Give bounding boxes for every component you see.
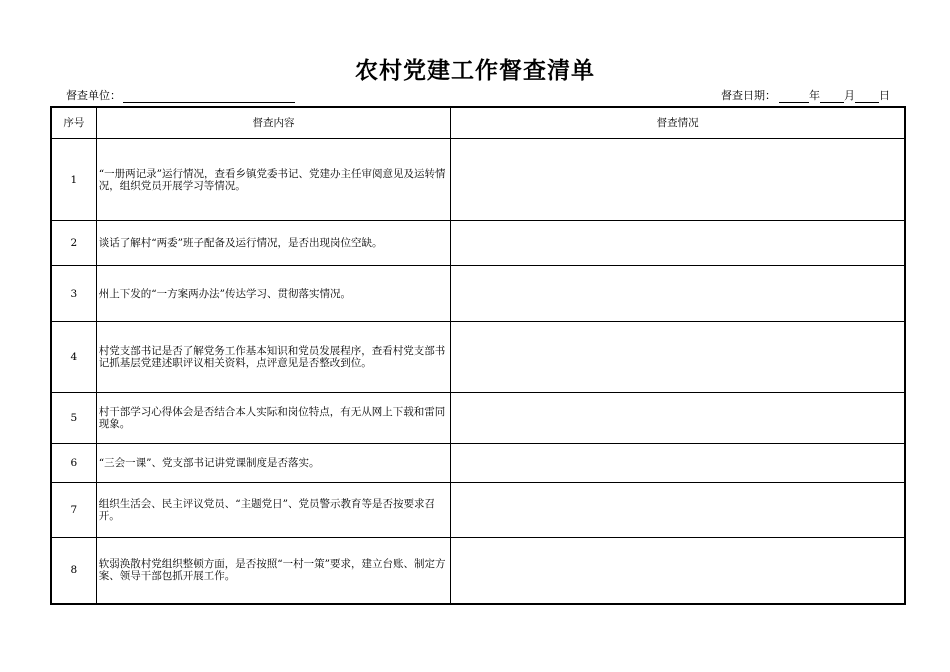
month-label: 月 — [844, 89, 855, 102]
row-content: 村干部学习心得体会是否结合本人实际和岗位特点，有无从网上下载和雷同现象。 — [96, 393, 451, 444]
header-no: 序号 — [51, 107, 96, 139]
row-no: 3 — [51, 266, 96, 322]
table-row — [51, 483, 905, 538]
table-row — [51, 266, 905, 322]
table-row — [51, 322, 905, 393]
inspection-unit-label: 督查单位： — [66, 89, 121, 102]
row-no: 8 — [51, 538, 96, 604]
inspection-table — [50, 106, 906, 605]
table-row — [51, 393, 905, 444]
row-content: “三会一课”、党支部书记讲党课制度是否落实。 — [96, 444, 451, 483]
inspection-unit-blank — [123, 91, 295, 103]
page-title: 农村党建工作督查清单 — [355, 58, 595, 84]
row-content: 组织生活会、民主评议党员、“主题党日”、党员警示教育等是否按要求召开。 — [96, 483, 451, 538]
row-no: 6 — [51, 444, 96, 483]
row-content: 软弱涣散村党组织整顿方面，是否按照“一村一策”要求，建立台账、制定方案、领导干部包抓开展工作。 — [96, 538, 451, 604]
row-status-cell[interactable] — [451, 221, 905, 266]
day-label: 日 — [879, 89, 890, 102]
row-status-cell[interactable] — [451, 444, 905, 483]
row-status-cell[interactable] — [451, 483, 905, 538]
table-header-row — [51, 107, 905, 139]
row-content: “一册两记录”运行情况，查看乡镇党委书记、党建办主任审阅意见及运转情况，组织党员开展学习等情况。 — [96, 139, 451, 221]
row-no: 5 — [51, 393, 96, 444]
row-no: 2 — [51, 221, 96, 266]
row-status-cell[interactable] — [451, 266, 905, 322]
header-content: 督查内容 — [96, 107, 451, 139]
row-status-cell[interactable] — [451, 538, 905, 604]
table-row — [51, 444, 905, 483]
month-blank — [820, 91, 844, 103]
year-blank — [779, 91, 809, 103]
row-content: 村党支部书记是否了解党务工作基本知识和党员发展程序，查看村党支部书记抓基层党建述职评议相关资料，点评意见是否整改到位。 — [96, 322, 451, 393]
table-row — [51, 538, 905, 604]
row-status-cell[interactable] — [451, 139, 905, 221]
row-status-cell[interactable] — [451, 393, 905, 444]
table-row — [51, 221, 905, 266]
table-row — [51, 139, 905, 221]
row-no: 7 — [51, 483, 96, 538]
row-content: 州上下发的“一方案两办法”传达学习、贯彻落实情况。 — [96, 266, 451, 322]
day-blank — [855, 91, 879, 103]
row-status-cell[interactable] — [451, 322, 905, 393]
inspection-date-label: 督查日期： — [721, 89, 776, 102]
header-status: 督查情况 — [451, 107, 905, 139]
row-no: 4 — [51, 322, 96, 393]
row-content: 谈话了解村“两委”班子配备及运行情况，是否出现岗位空缺。 — [96, 221, 451, 266]
year-label: 年 — [809, 89, 820, 102]
row-no: 1 — [51, 139, 96, 221]
inspection-date-line — [721, 87, 890, 103]
inspection-unit-line — [66, 87, 295, 103]
